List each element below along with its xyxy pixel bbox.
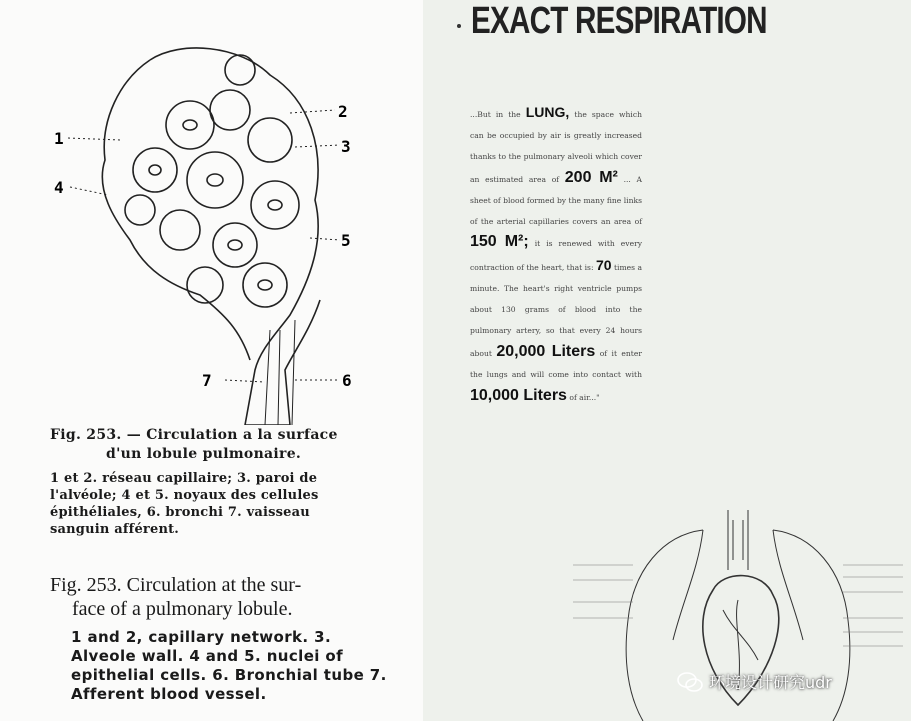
quote-lung: LUNG, — [525, 104, 570, 120]
quote-part-5: times a minute. The heart's right ventricle pumps about 130 grams of blood into the pulmonary artery, so that every 24 hours about — [470, 263, 642, 358]
quote-area-2: 150 M²; — [470, 233, 529, 251]
fig-label-7: 7 — [202, 371, 212, 390]
watermark-text: 环境设计研究udr — [709, 673, 832, 692]
right-panel — [423, 0, 911, 721]
en-caption-title-line1: Fig. 253. Circulation at the sur- — [50, 574, 302, 596]
fr-caption-title-line1: Fig. 253. — Circulation a la surface — [50, 427, 338, 443]
quote-part-4: it is renewed with every contraction of the heart, that is: — [470, 239, 642, 273]
quote-part-1: ...But in the — [470, 110, 521, 119]
watermark — [677, 670, 832, 693]
respiration-quote — [470, 102, 642, 409]
quote-part-2: the space which can be occupied by air is greatly increased thanks to the pulmonary alveoli which cover an estimated area of — [470, 110, 642, 184]
quote-part-6: of it enter the lungs and will come into contact with — [470, 348, 642, 379]
en-caption-legend: 1 and 2, capillary network. 3. Alveole wall. 4 and 5. nuclei of epithelial cells. 6. Bronchial tube 7. Afferent blood vessel. — [71, 628, 387, 703]
quote-times: 70 — [595, 257, 612, 274]
fig-label-1: 1 — [54, 129, 64, 148]
fr-caption-legend: 1 et 2. réseau capillaire; 3. paroi de l'alvéole; 4 et 5. noyaux des cellules épithéliales, 6. bronchi 7. vaisseau sanguin afférent. — [50, 471, 319, 537]
fr-caption-title-line2: d'un lobule pulmonaire. — [106, 446, 302, 462]
fig-label-3: 3 — [341, 137, 351, 156]
fig-label-2: 2 — [338, 102, 348, 121]
en-caption-title-line2: face of a pulmonary lobule. — [72, 598, 293, 620]
chat-bubbles-icon — [677, 671, 703, 693]
en-caption-title — [50, 573, 380, 621]
quote-part-3: ... A sheet of blood formed by the many fine links of the arterial capillaries covers an area of — [470, 174, 643, 226]
lobule-illustration — [40, 30, 400, 425]
left-panel — [0, 0, 423, 721]
bullet-dot — [457, 24, 461, 28]
quote-part-7: of air..." — [569, 392, 600, 402]
quote-liters-2: 10,000 Liters — [470, 386, 567, 404]
page-title: EXACT RESPIRATION — [471, 0, 767, 42]
fig-label-6: 6 — [342, 371, 352, 390]
fig-label-5: 5 — [341, 231, 351, 250]
fr-caption-title — [50, 426, 370, 464]
fig-label-4: 4 — [54, 178, 64, 197]
quote-area-1: 200 M² — [564, 168, 618, 186]
quote-liters-1: 20,000 Liters — [496, 342, 596, 360]
